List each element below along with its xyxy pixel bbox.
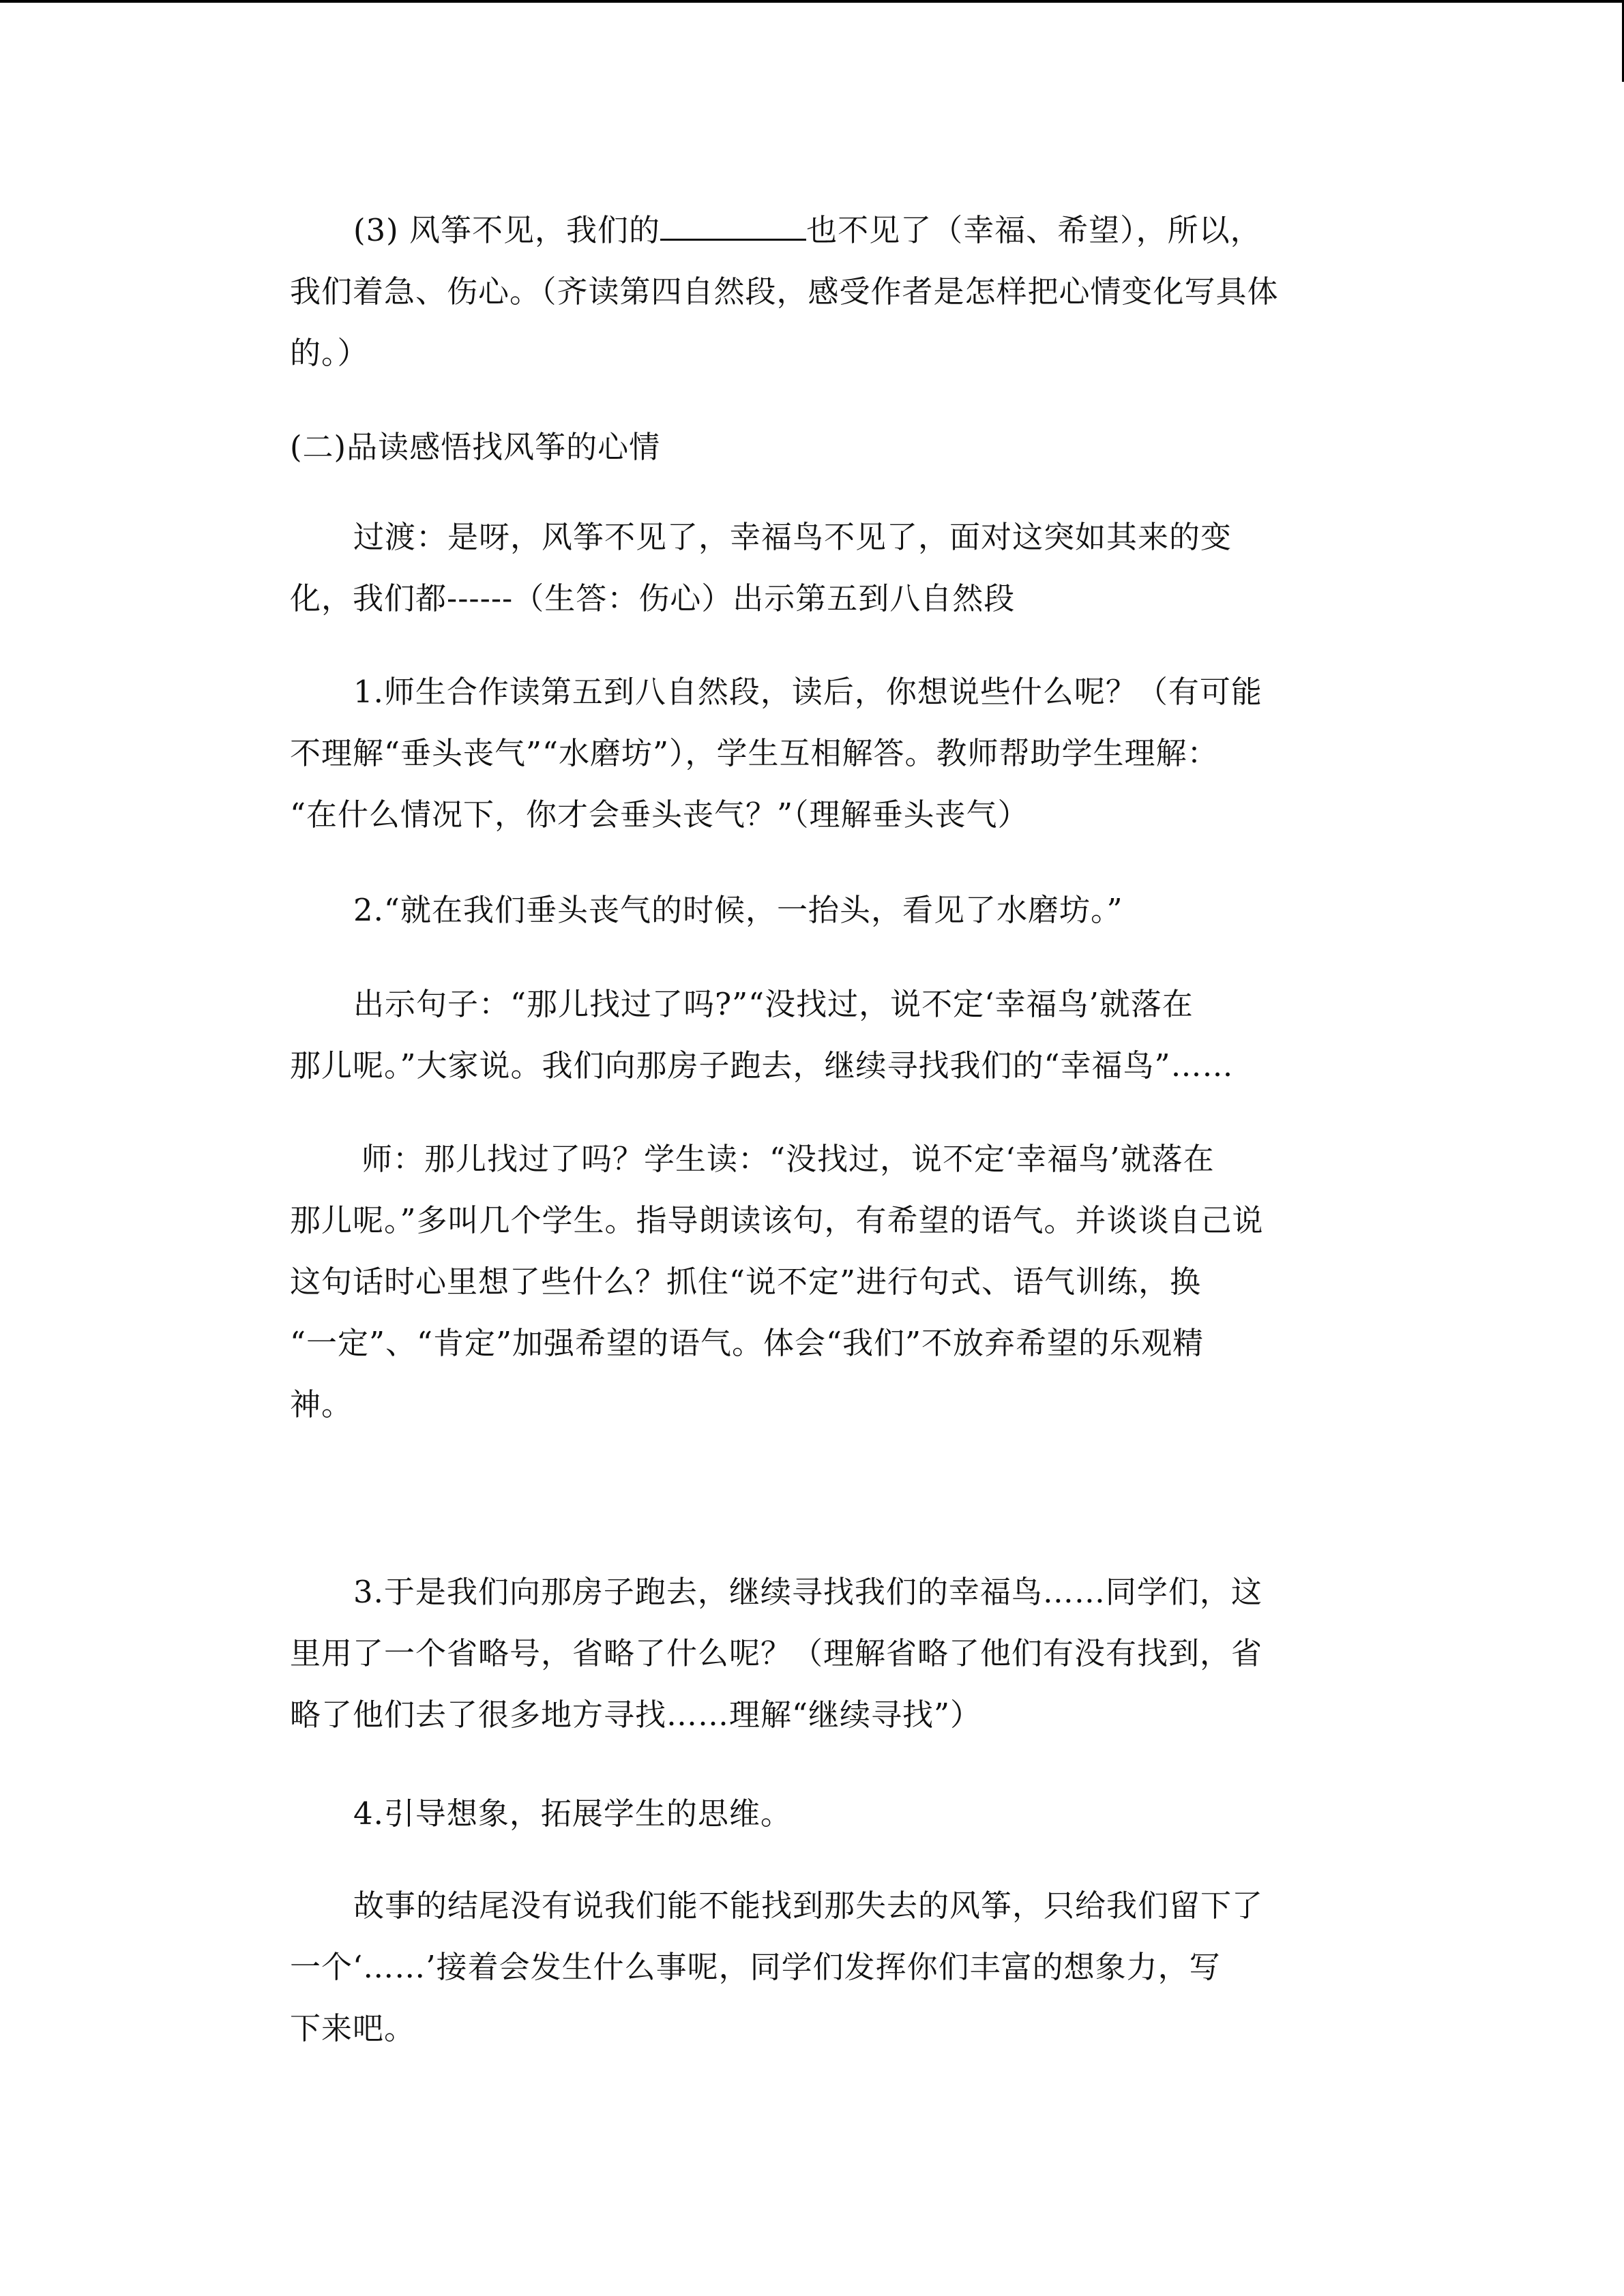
paragraph-7-line-1: 3.于是我们向那房子跑去，继续寻找我们的幸福鸟……同学们，这: [353, 1574, 1263, 1610]
paragraph-1-line-1-after-blank: 也不见了（幸福、希望），所以，: [806, 212, 1262, 248]
paragraph-1-line-2: 我们着急、伤心。（齐读第四自然段，感受作者是怎样把心情变化写具体: [290, 273, 1279, 310]
paragraph-2-line-2: 化，我们都------（生答：伤心）出示第五到八自然段: [290, 580, 1016, 616]
top-border-line: [0, 0, 1624, 3]
paragraph-6-line-4: “一定”、“肯定”加强希望的语气。体会“我们”不放弃希望的乐观精: [290, 1325, 1205, 1361]
paragraph-3-line-1: 1.师生合作读第五到八自然段，读后，你想说些什么呢？（有可能: [353, 674, 1263, 710]
paragraph-5-line-1: 出示句子：“那儿找过了吗?”“没找过，说不定‘幸福鸟’就落在: [353, 986, 1194, 1022]
paragraph-9-line-1: 故事的结尾没有说我们能不能找到那失去的风筝，只给我们留下了: [353, 1888, 1264, 1924]
fill-in-blank: [660, 211, 806, 241]
paragraph-7-line-3: 略了他们去了很多地方寻找……理解“继续寻找”）: [290, 1697, 982, 1733]
paragraph-2-line-1: 过渡：是呀，风筝不见了，幸福鸟不见了，面对这突如其来的变: [353, 519, 1232, 555]
paragraph-1-line-1: [353, 210, 1390, 251]
paragraph-1-line-3: 的。）: [290, 335, 369, 371]
paragraph-3-line-3: “在什么情况下，你才会垂头丧气？”（理解垂头丧气）: [290, 796, 1029, 833]
paragraph-7-line-2: 里用了一个省略号，省略了什么呢？（理解省略了他们有没有找到，省: [290, 1635, 1263, 1671]
paragraph-8-line-1: 4.引导想象，拓展学生的思维。: [353, 1795, 792, 1832]
paragraph-3-line-2: 不理解“垂头丧气”“水磨坊”），学生互相解答。教师帮助学生理解：: [290, 735, 1219, 771]
paragraph-5-line-2: 那儿呢。”大家说。我们向那房子跑去，继续寻找我们的“幸福鸟”……: [290, 1047, 1234, 1084]
paragraph-6-line-5: 神。: [290, 1386, 353, 1422]
paragraph-1-line-1-before-blank: (3) 风筝不见，我们的: [353, 212, 661, 248]
paragraph-6-line-1: 师：那儿找过了吗？学生读：“没找过，说不定‘幸福鸟’就落在: [361, 1141, 1215, 1177]
paragraph-4-line-1: 2.“就在我们垂头丧气的时候，一抬头，看见了水磨坊。”: [353, 892, 1123, 928]
section-heading: (二)品读感悟找风筝的心情: [290, 429, 661, 465]
paragraph-9-line-3: 下来吧。: [290, 2010, 416, 2046]
paragraph-6-line-3: 这句话时心里想了些什么？抓住“说不定”进行句式、语气训练，换: [290, 1264, 1202, 1300]
paragraph-6-line-2: 那儿呢。”多叫几个学生。指导朗读该句，有希望的语气。并谈谈自己说: [290, 1202, 1264, 1238]
paragraph-9-line-2: 一个‘……’接着会发生什么事呢，同学们发挥你们丰富的想象力，写: [290, 1949, 1221, 1985]
